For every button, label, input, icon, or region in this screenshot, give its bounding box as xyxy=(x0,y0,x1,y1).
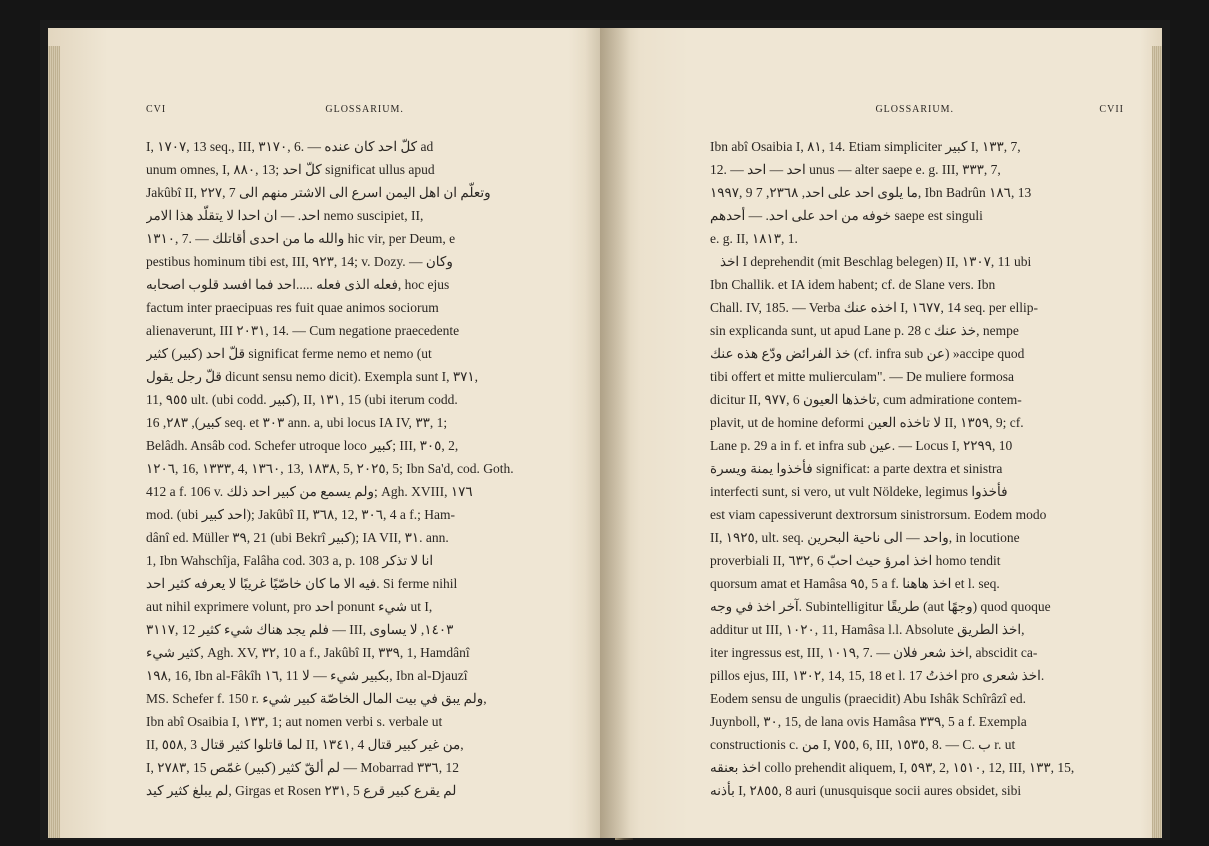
text-line: ١٩٩٧, 9 ما يلوى احد على احد, ٢٣٦٨, 7, Ibn Badrûn ١٨٦, 13 xyxy=(710,185,1032,200)
text-line: Jakûbî II, ٢٢٧, 7 وتعلّم ان اهل اليمن اسرع الى الاشتر منهم الى xyxy=(146,185,491,200)
text-line: قلّ احد (كبير) كثير significat ferme nemo et nemo (ut xyxy=(146,346,432,361)
text-line: 12. — احد — احد unus — alter saepe e. g. III, ٣٣٣, 7, xyxy=(710,162,1001,177)
text-line: آخر اخذ في وجه. Subintelligitur طريقًا (aut وجهًا) quod quoque xyxy=(710,599,1051,614)
text-line: mod. (ubi احد كبير); Jakûbî II, ٣٦٨, 12, ٣٠٦, 4 a f.; Ham- xyxy=(146,507,455,522)
text-line: factum inter praecipuas res fuit quae animos sociorum xyxy=(146,300,439,315)
right-page-number: CVII xyxy=(1099,104,1124,115)
text-line: Belâdh. Ansâb cod. Schefer utroque loco كبير; III, ٣٠٥, 2, xyxy=(146,438,459,453)
text-line: dânî ed. Müller ٣٩, 21 (ubi Bekrî كبير); IA VII, ٣١. ann. xyxy=(146,530,449,545)
text-line: خذ الفرائض ودّع هذه عنك (cf. infra sub عن) »accipe quod xyxy=(710,346,1025,361)
text-line: tibi offert et mitte mulierculam". — De muliere formosa xyxy=(710,369,1015,384)
text-line: Lane p. 29 a in f. et infra sub عين. — Locus I, ٢٢٩٩, 10 xyxy=(710,438,1013,453)
right-page xyxy=(600,28,1162,838)
left-running-title: GLOSSARIUM. xyxy=(325,104,404,115)
text-line: MS. Schefer f. 150 r. ولم يبق في بيت المال الخاصّة كبير شيء, xyxy=(146,691,487,706)
text-line: Ibn abî Osaibia I, ١٣٣, 1; aut nomen verbi s. verbale ut xyxy=(146,714,443,729)
text-line: e. g. II, ١٨١٣, 1. xyxy=(710,231,798,246)
text-line: est viam capessiverunt dextrorsum sinistrorsum. Eodem modo xyxy=(710,507,1047,522)
text-line: Juynboll, ٣٠, 15, de lana ovis Hamâsa ٣٣٩, 5 a f. Exempla xyxy=(710,714,1027,729)
text-line: كبير), ٢٨٣, 16 seq. et ٣٠٣ ann. a, ubi locus IA IV, ٣٣, 1; xyxy=(146,415,448,430)
text-line: unum omnes, I, ٨٨٠, 13; كلّ احد significat ullus apud xyxy=(146,162,435,177)
text-line: iter ingressus est, III, ١٠١٩, 7. — اخذ شعر فلان, abscidit ca- xyxy=(710,645,1038,660)
text-line: ١٩٨, 16, Ibn al-Fâkîh ١٦, 11 بكبير شيء — لا, Ibn al-Djauzî xyxy=(146,668,468,683)
text-line: Ibn abî Osaibia I, ٨١, 14. Etiam simpliciter كبير I, ١٣٣, 7, xyxy=(710,139,1021,154)
text-line: ١٢٠٦, 16, ١٣٣٣, 4, ١٣٦٠, 13, ١٨٣٨, 5, ٢٠٢٥, 5; Ibn Sa'd, cod. Goth. xyxy=(146,461,514,476)
text-line: اخذ بعنقه collo prehendit aliquem, I, ٥٩٣, 2, ١٥١٠, 12, III, ١٣٣, 15, xyxy=(710,760,1075,775)
text-line: I, ٢٧٨٣, 15 لم ألقّ كثير (كبير) غمّص — Mobarrad ٣٣٦, 12 xyxy=(146,760,459,775)
text-line: proverbiali II, ٦٣٢, 6 اخذ امرؤ حيث احبّ homo tendit xyxy=(710,553,1001,568)
text-line: I, ١٧٠٧, 13 seq., III, ٣١٧٠, 6. — كلّ احد كان عنده ad xyxy=(146,139,434,154)
text-line: II, ٥٥٨, 3 لما قاتلوا كثير قتال II, ١٣٤١, 4 من غير كبير قتال, xyxy=(146,737,464,752)
text-line: كثير شيء, Agh. XV, ٣٢, 10 a f., Jakûbî II, ٣٣٩, 1, Hamdânî xyxy=(146,645,470,660)
left-page-number: CVI xyxy=(146,104,167,115)
text-line: interfecti sunt, si vero, ut vult Nöldeke, legimus فأخذوا xyxy=(710,484,1008,499)
text-line: لم يبلغ كثير كيد, Girgas et Rosen ٢٣١, 5 لم يقرع كبير قرع xyxy=(146,783,457,798)
left-text-block xyxy=(146,135,583,802)
text-line: constructionis c. من I, ٧٥٥, 6, III, ١٥٣٥, 8. — C. ب r. ut xyxy=(710,737,1016,752)
text-line: 1, Ibn Wahschîja, Falâha cod. 303 a, p. 108 انا لا تذكر xyxy=(146,553,434,568)
text-line: Ibn Challik. et IA idem habent; cf. de Slane vers. Ibn xyxy=(710,277,996,292)
text-line: alienaverunt, III ٢٠٣١, 14. — Cum negatione praecedente xyxy=(146,323,460,338)
text-line: pillos ejus, III, ١٣٠٢, 14, 15, 18 et l. 17 اخذتُ pro اخذ شعرى. xyxy=(710,668,1045,683)
text-line: 412 a f. 106 v. ولم يسمع من كبير احد ذلك; Agh. XVIII, ١٧٦ xyxy=(146,484,473,499)
text-line: فأخذوا يمنة ويسرة significat: a parte dextra et sinistra xyxy=(710,461,1003,476)
text-line: اخذ I deprehendit (mit Beschlag belegen) II, ١٣٠٧, 11 ubi xyxy=(720,254,1032,269)
text-line: dicitur II, ٩٧٧, 6 تاخذها العيون, cum admiratione contem- xyxy=(710,392,1022,407)
text-line: sin explicanda sunt, ut apud Lane p. 28 c خذ عنك, nempe xyxy=(710,323,1019,338)
book-spread xyxy=(40,20,1170,840)
text-line: قلّ رجل يقول dicunt sensu nemo dicit). Exempla sunt I, ٣٧١, xyxy=(146,369,478,384)
page-edges-left xyxy=(48,46,60,838)
text-line: خوفه من احد على احد. — أحدهم saepe est singuli xyxy=(710,208,983,223)
text-line: ١٣١٠, 7. — والله ما من احدى أقاتلك hic vir, per Deum, e xyxy=(146,231,456,246)
text-line: Eodem sensu de ungulis (praecidit) Abu Ishâk Schîrâzî ed. xyxy=(710,691,1027,706)
text-line: plavit, ut de homine deformi لا تاخذه العين II, ١٣٥٩, 9; cf. xyxy=(710,415,1024,430)
left-page xyxy=(48,28,615,838)
right-page-fold-shadow xyxy=(600,28,630,838)
text-line: فعله الذى فعله .....احد فما افسد قلوب اصحابه, hoc ejus xyxy=(146,277,450,292)
page-edges-right xyxy=(1152,46,1162,838)
text-line: احد. — ان احدا لا يتقلّد هذا الامر nemo suscipiet, II, xyxy=(146,208,424,223)
text-line: II, ١٩٢٥, ult. seq. واحد — الى ناحية البحرين, in locutione xyxy=(710,530,1020,545)
text-line: pestibus hominum tibi est, III, ٩٢٣, 14; v. Dozy. — وكان xyxy=(146,254,453,269)
left-running-head xyxy=(146,104,583,115)
text-line: additur ut III, ١٠٢٠, 11, Hamâsa l.l. Absolute اخذ الطريق, xyxy=(710,622,1025,637)
text-line: فيه الا ما كان خاصّيًا غريبًا لا يعرفه كثير احد. Si ferme nihil xyxy=(146,576,458,591)
text-line: 11, ٩٥٥ ult. (ubi codd. كبير), II, ١٣١, 15 (ubi iterum codd. xyxy=(146,392,458,407)
right-running-head xyxy=(710,104,1124,115)
text-line: ٣١١٧, 12 فلم يجد هناك شيء كثير — III, ١٤٠٣, لا يساوى xyxy=(146,622,454,637)
right-text-block xyxy=(710,135,1124,802)
text-line: Chall. IV, 185. — Verba اخذه عنك I, ١٦٧٧, 14 seq. per ellip- xyxy=(710,300,1039,315)
text-line: quorsum amat et Hamâsa ٩٥, 5 a f. اخذ هاهنا et l. seq. xyxy=(710,576,1000,591)
text-line: aut nihil exprimere volunt, pro احد ponunt شيء ut I, xyxy=(146,599,433,614)
right-running-title: GLOSSARIUM. xyxy=(875,104,954,115)
text-line: بأذنه I, ٢٨٥٥, 8 auri (unusquisque socii aures obsidet, sibi xyxy=(710,783,1022,798)
